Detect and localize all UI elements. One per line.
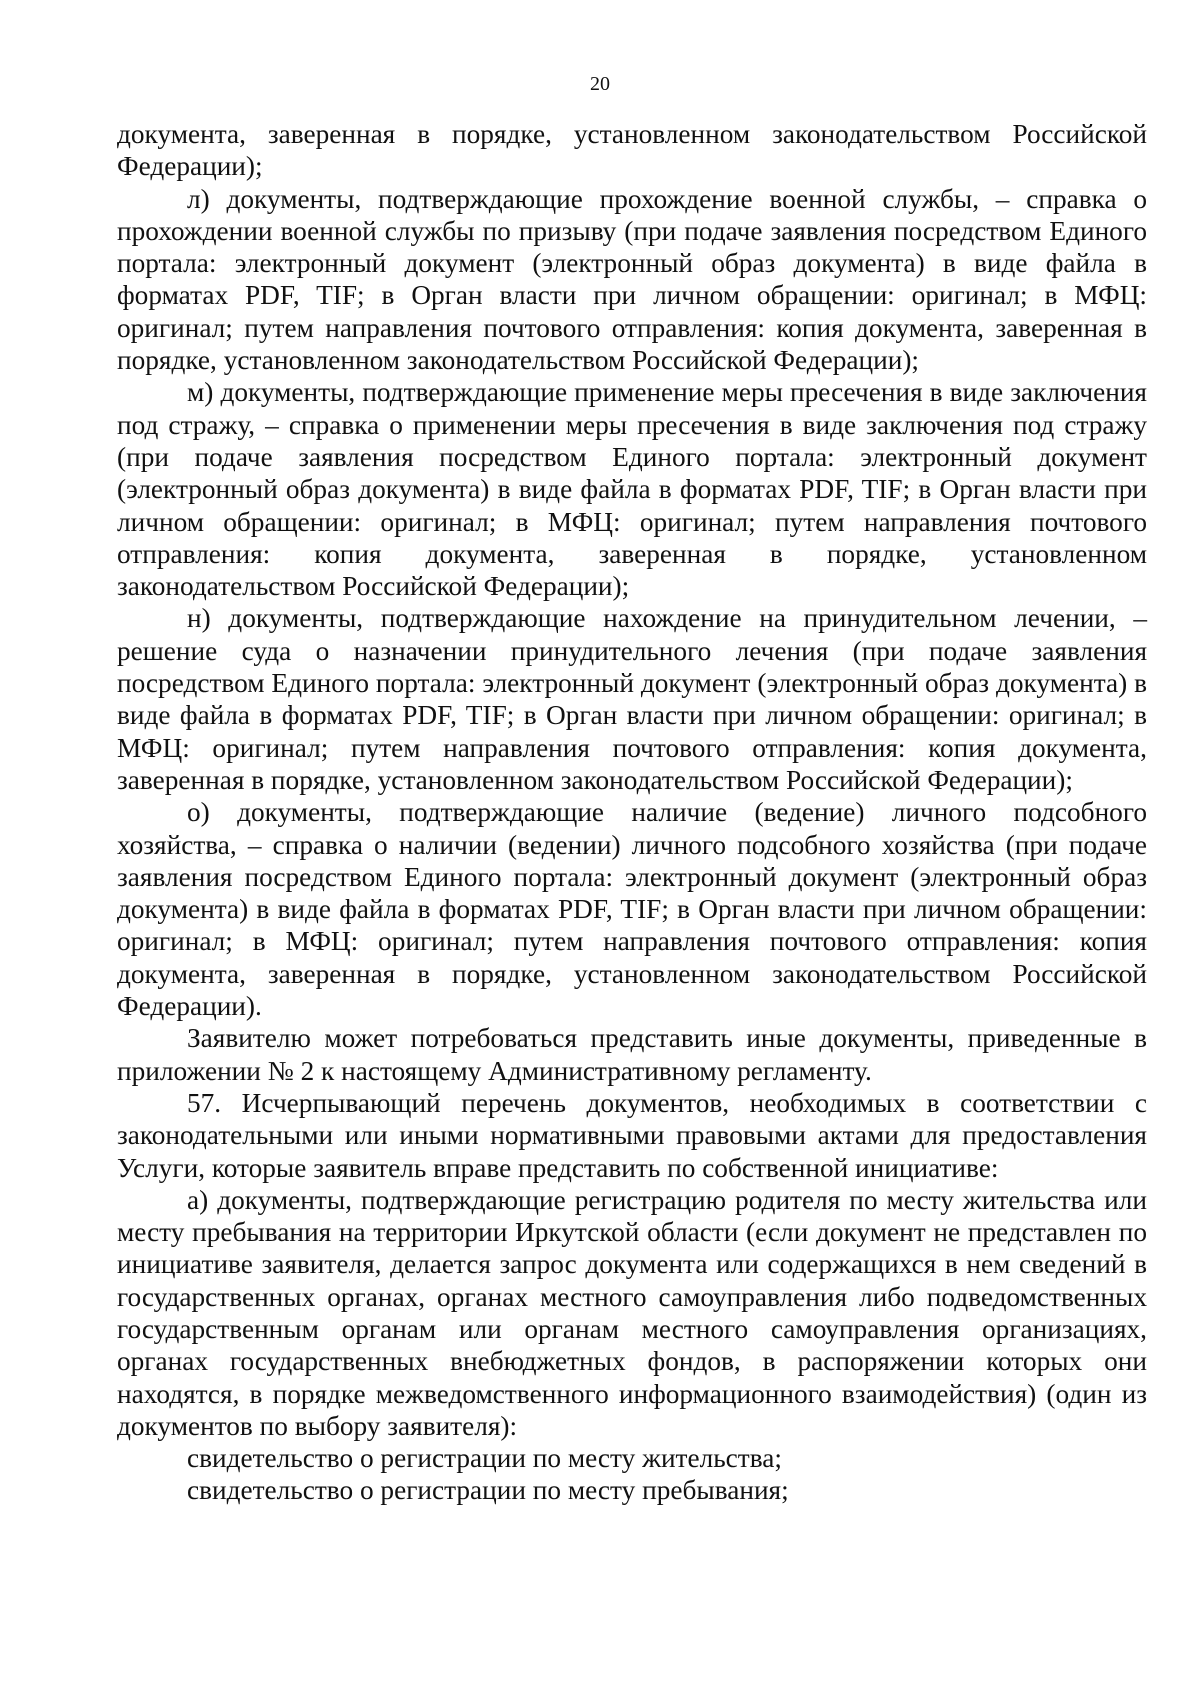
paragraph-item-a: а) документы, подтверждающие регистрацию родителя по месту жительства или месту пребывания на территории Иркутской области (если документ не представлен по инициативе заявителя, делается запрос документа или содержащихся в нем сведений в государственных органах, органах местного самоуправления либо подведомственных государственным органам или органам местного самоуправления организациях, органах государственных внебюджетных фондов, в распоряжении которых они находятся, в порядке межведомственного информационного взаимодействия) (один из документов по выбору заявителя):: [117, 1184, 1147, 1441]
paragraph-item-m: м) документы, подтверждающие применение меры пресечения в виде заключения под стражу, – справка о применении меры пресечения в виде заключения под стражу (при подаче заявления посредством Единого портала: электронный документ (электронный образ документа) в виде файла в форматах PDF, TIF; в Орган власти при личном обращении: оригинал; в МФЦ: оригинал; путем направления почтового отправления: копия документа, заверенная в порядке, установленном законодательством Российской Федерации);: [117, 377, 1147, 602]
paragraph-item-n: н) документы, подтверждающие нахождение на принудительном лечении, – решение суда о назначении принудительного лечения (при подаче заявления посредством Единого портала: электронный документ (электронный образ документа) в виде файла в форматах PDF, TIF; в Орган власти при личном обращении: оригинал; в МФЦ: оригинал; путем направления почтового отправления: копия документа, заверенная в порядке, установленном законодательством Российской Федерации);: [117, 603, 1147, 795]
paragraph-item-l: л) документы, подтверждающие прохождение военной службы, – справка о прохождении военной службы по призыву (при подаче заявления посредством Единого портала: электронный документ (электронный образ документа) в виде файла в форматах PDF, TIF; в Орган власти при личном обращении: оригинал; в МФЦ: оригинал; путем направления почтового отправления: копия документа, заверенная в порядке, установленном законодательством Российской Федерации);: [117, 183, 1147, 376]
paragraph-clause-57: 57. Исчерпывающий перечень документов, необходимых в соответствии с законодательными или иными нормативными правовыми актами для предоставления Услуги, которые заявитель вправе представить по собственной инициативе:: [117, 1087, 1147, 1183]
document-body: [117, 118, 1147, 1507]
page-number: 20: [590, 73, 610, 95]
paragraph-continuation: документа, заверенная в порядке, установленном законодательством Российской Федерации);: [117, 119, 1147, 182]
paragraph-other-documents: Заявителю может потребоваться представить иные документы, приведенные в приложении № 2 к настоящему Административному регламенту.: [117, 1023, 1147, 1086]
paragraph-item-o: о) документы, подтверждающие наличие (ведение) личного подсобного хозяйства, – справка о наличии (ведении) личного подсобного хозяйства (при подаче заявления посредством Единого портала: электронный документ (электронный образ документа) в виде файла в форматах PDF, TIF; в Орган власти при личном обращении: оригинал; в МФЦ: оригинал; путем направления почтового отправления: копия документа, заверенная в порядке, установленном законодательством Российской Федерации).: [117, 797, 1147, 1022]
list-item-residence-certificate: свидетельство о регистрации по месту жительства;: [187, 1443, 782, 1474]
list-item-stay-certificate: свидетельство о регистрации по месту пребывания;: [187, 1475, 789, 1506]
